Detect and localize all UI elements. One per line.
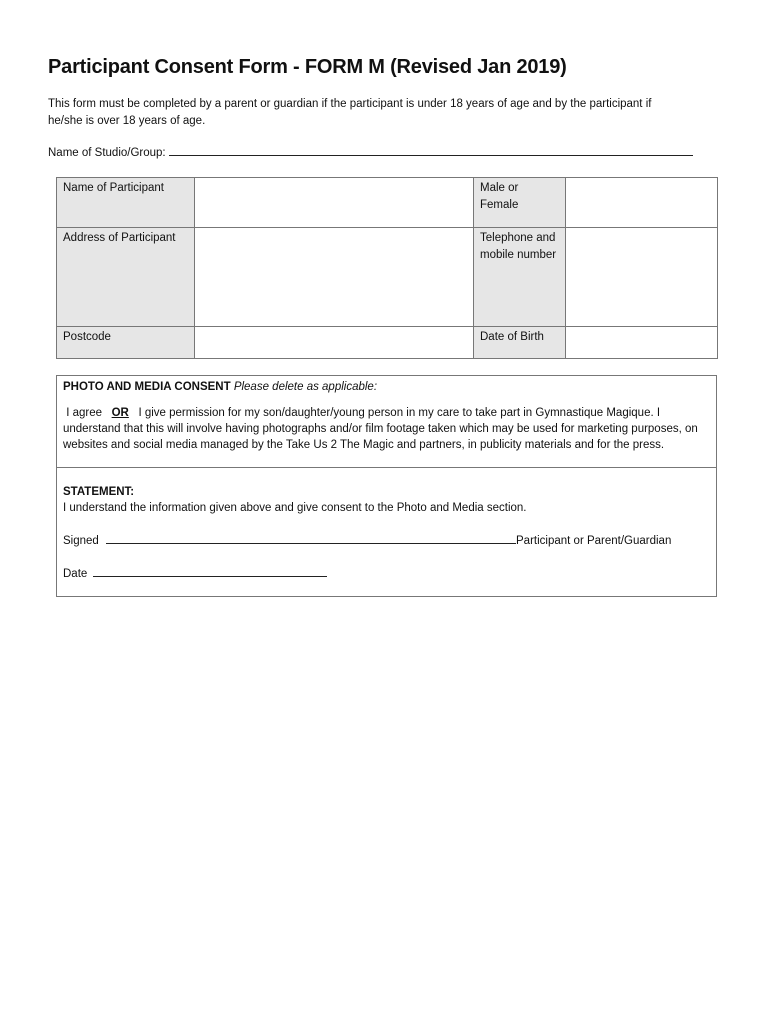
consent-body[interactable]: I give permission for my son/daughter/young person in my care to take part in Gymnastique Magique. I understand that this will involve having photographs and/or film footage taken which may be used for marketing purposes, on websites and social media managed by the Take Us 2 The Magic and partners, in publicity materials and for the press. <box>63 407 698 451</box>
name-of-participant-label: Name of Participant <box>57 178 195 228</box>
photo-media-consent-box <box>56 375 717 597</box>
statement-heading: STATEMENT: <box>63 486 135 498</box>
signed-row <box>63 533 710 549</box>
telephone-field[interactable] <box>566 228 718 327</box>
address-label: Address of Participant <box>57 228 195 327</box>
consent-or: OR <box>111 407 129 419</box>
statement-text: I understand the information given above and give consent to the Photo and Media section. <box>63 502 527 514</box>
signature-input-line[interactable] <box>106 533 516 544</box>
date-of-birth-label: Date of Birth <box>474 327 566 359</box>
address-field[interactable] <box>195 228 474 327</box>
telephone-label: Telephone and mobile number <box>474 228 566 327</box>
studio-label: Name of Studio/Group: <box>48 147 166 159</box>
name-of-participant-field[interactable] <box>195 178 474 228</box>
intro-text: This form must be completed by a parent or guardian if the participant is under 18 years of age and by the participant if he/she is over 18 years of age. <box>48 98 652 127</box>
sex-label: Male or Female <box>474 178 566 228</box>
sex-field[interactable] <box>566 178 718 228</box>
consent-paragraph <box>63 405 710 453</box>
consent-heading-line <box>63 379 710 395</box>
photo-media-consent-section <box>57 376 716 467</box>
date-of-birth-field[interactable] <box>566 327 718 359</box>
consent-heading: PHOTO AND MEDIA CONSENT <box>63 381 231 393</box>
studio-input-line[interactable] <box>169 145 693 156</box>
studio-field <box>48 145 693 159</box>
date-input-line[interactable] <box>93 566 327 577</box>
postcode-field[interactable] <box>195 327 474 359</box>
consent-instruction: Please delete as applicable: <box>233 381 378 393</box>
signed-suffix: Participant or Parent/Guardian <box>516 535 672 547</box>
participant-details-table <box>56 177 718 359</box>
date-label: Date <box>63 568 88 580</box>
statement-section <box>57 467 716 596</box>
postcode-label: Postcode <box>57 327 195 359</box>
signed-label: Signed <box>63 535 99 547</box>
page-title: Participant Consent Form - FORM M (Revised Jan 2019) <box>48 56 567 78</box>
consent-option-agree[interactable]: I agree <box>66 407 103 419</box>
date-row <box>63 566 710 582</box>
